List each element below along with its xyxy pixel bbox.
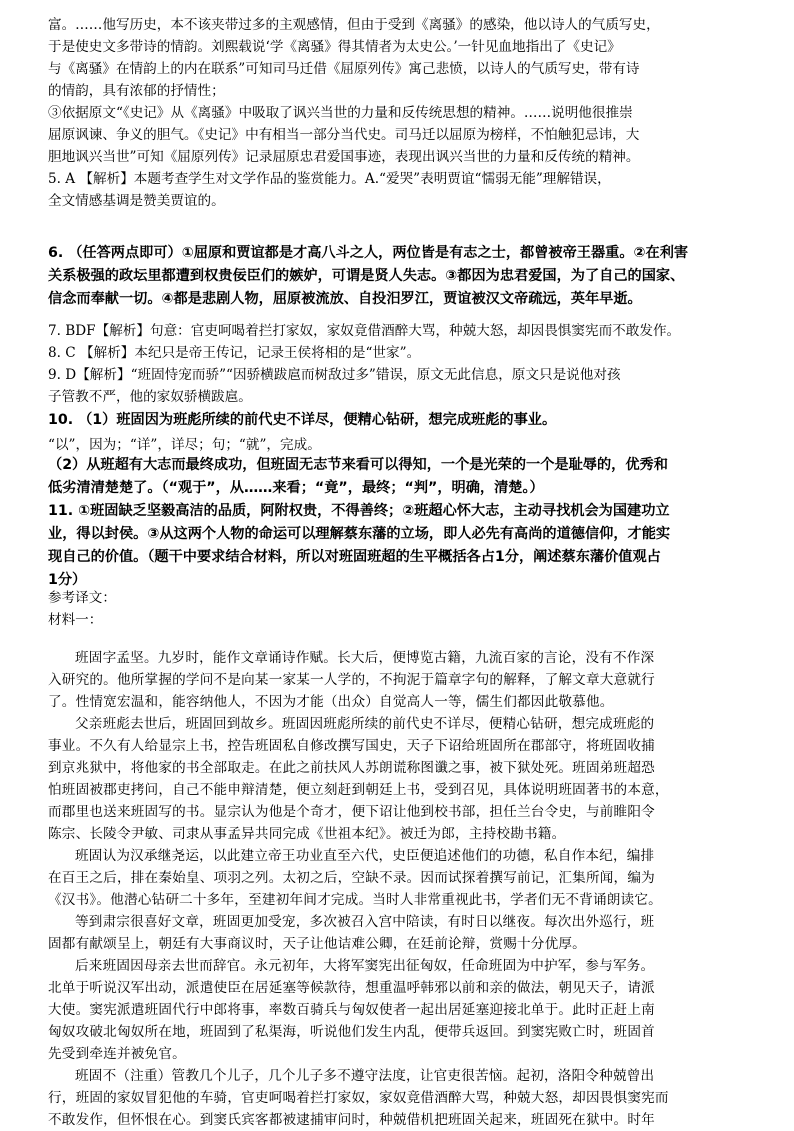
text-line: 父亲班彪去世后，班固回到故乡。班固因班彪所续的前代史不详尽，便精心钻研，想完成班彪的 bbox=[75, 716, 655, 732]
text-line: 固都有献颂呈上，朝廷有大事商议时，天子让他诘难公卿，在廷前论辩，赏赐十分优厚。 bbox=[48, 936, 586, 952]
text-line: 等到肃宗很喜好文章，班固更加受宠，多次被召入宫中陪读，有时日以继夜。每次出外巡行，班 bbox=[75, 914, 655, 930]
text-line: 而郡里也送来班固写的书。显宗认为他是个奇才，便下诏让他到校书部，担任兰台令史，与前睢阳令 bbox=[48, 804, 655, 820]
text-block bbox=[48, 242, 754, 311]
text-line: 于是使史文多带诗的情韵。刘熙载说‘学《离骚》得其情者为太史公。’一针见血地指出了《史记》 bbox=[48, 39, 621, 55]
text-line: 班固不（注重）管教几个儿子，几个儿子多不遵守法度，让官吏很苦恼。起初，洛阳令种兢曾出 bbox=[75, 1068, 655, 1084]
text-line: 信念而奉献一切。④都是悲剧人物，屈原被流放、自投汨罗江，贾谊被汉文帝疏远，英年早逝。 bbox=[48, 291, 642, 307]
text-block bbox=[48, 409, 754, 432]
text-line: “以”，因为；“详”，详尽；句；“就”，完成。 bbox=[48, 437, 321, 453]
text-block bbox=[48, 587, 754, 631]
text-block bbox=[48, 434, 754, 456]
text-line: 与《离骚》在情韵上的内在联系”可知司马迁借《屈原列传》寓己悲愤，以诗人的气质写史，带有诗 bbox=[48, 61, 640, 77]
text-line: 不敢发作，但怀恨在心。到窦氏宾客都被逮捕审问时，种兢借机把班固关起来，班固死在狱中。时年 bbox=[48, 1112, 655, 1128]
text-line: 在百王之后，排在秦始皇、项羽之列。太初之后，空缺不录。因而试探着撰写前记，汇集所闻，编为 bbox=[48, 870, 655, 886]
text-line: 关系极强的政坛里都遭到权贵佞臣们的嫉妒，可谓是贤人失志。③都因为忠君爱国，为了自己的国家、 bbox=[48, 268, 685, 284]
text-line: 行，班固的家奴冒犯他的车骑，官吏呵喝着拦打家奴，家奴竟借酒醉大骂，种兢大怒，却因畏惧窦宪而 bbox=[48, 1090, 669, 1106]
text-line: 班固字孟坚。九岁时，能作文章诵诗作赋。长大后，便博览古籍，九流百家的言论，没有不作深 bbox=[75, 650, 655, 666]
text-line: 匈奴攻破北匈奴所在地，班固到了私渠海，听说他们发生内乱，便带兵返回。到窦宪败亡时，班固首 bbox=[48, 1024, 655, 1040]
text-block bbox=[48, 320, 754, 408]
text-block bbox=[48, 454, 754, 592]
text-line: 班固认为汉承继尧运，以此建立帝王功业直至六代，史臣便追述他们的功德，私自作本纪，编排 bbox=[75, 848, 655, 864]
text-line: 《汉书》。他潜心钻研二十多年，至建初年间才完成。当时人非常重视此书，学者们无不背诵朗读它。 bbox=[48, 892, 662, 908]
text-line: 到京兆狱中，将他家的书全部取走。在此之前扶风人苏朗谎称图谶之事，被下狱处死。班固弟班超恐 bbox=[48, 760, 655, 776]
text-block bbox=[48, 647, 754, 1131]
text-line: 9. D【解析】“班固恃宠而骄”“因骄横跋扈而树敌过多”错误，原文无此信息，原文只是说他对孩 bbox=[48, 367, 621, 383]
text-line: 屈原讽谏、争义的胆气。《史记》中有相当一部分当代史。司马迁以屈原为榜样，不怕触犯忌讳，大 bbox=[48, 127, 640, 143]
text-line: 全文情感基调是赞美贾谊的。 bbox=[48, 193, 225, 209]
text-line: 了。性情宽宏温和，能容纳他人，不因为才能（出众）自觉高人一等，儒生们都因此敬慕他。 bbox=[48, 694, 614, 710]
text-line: 子管教不严，他的家奴骄横跋扈。 bbox=[48, 389, 252, 405]
text-line: 7. BDF【解析】句意：官吏呵喝着拦打家奴，家奴竟借酒醉大骂，种兢大怒，却因畏惧窦宪而不敢发作。 bbox=[48, 323, 681, 339]
text-line: 低劣清清楚楚了。（“观于”，从……来看；“竟”，最终；“判”，明确，清楚。） bbox=[48, 480, 544, 496]
text-line: ③依据原文“《史记》从《离骚》中吸取了讽兴当世的力量和反传统思想的精神。……说明他很推崇 bbox=[48, 105, 633, 121]
text-line: 富。……他写历史，本不该夹带过多的主观感情，但由于受到《离骚》的感染，他以诗人的气质写史， bbox=[48, 17, 660, 33]
text-line: 业，得以封侯。③从这两个人物的命运可以理解蔡东藩的立场，即人必先有高尚的道德信仰，才能实 bbox=[48, 526, 671, 542]
text-line: 的情韵，具有浓郁的抒情性； bbox=[48, 83, 225, 99]
text-line: 先受到牵连并被免官。 bbox=[48, 1046, 186, 1062]
text-line: 参考译文： bbox=[48, 590, 116, 606]
text-line: 8. C 【解析】本纪只是帝王传记，记录王侯将相的是“世家”。 bbox=[48, 345, 421, 361]
text-line: 现自己的价值。（题干中要求结合材料，所以对班固班超的生平概括各占1分，阐述蔡东藩价值观占 bbox=[48, 549, 661, 565]
text-line: 事业。不久有人给显宗上书，控告班固私自修改撰写国史，天子下诏给班固所在郡部守，将班固收捕 bbox=[48, 738, 655, 754]
text-line: 入研究的。他所掌握的学问不是向某一家某一人学的，不拘泥于篇章字句的解释，了解文章大意就行 bbox=[48, 672, 655, 688]
text-line: 11. ①班固缺乏坚毅高洁的品质，阿附权贵，不得善终；②班超心怀大志，主动寻找机会为国建功立 bbox=[48, 503, 670, 519]
text-line: 陈宗、长陵令尹敏、司隶从事孟异共同完成《世祖本纪》。被迁为郎，主持校勘书籍。 bbox=[48, 826, 566, 842]
text-line: 6. （任答两点即可）①屈原和贾谊都是才高八斗之人，两位皆是有志之士，都曾被帝王器重。②在利害 bbox=[48, 245, 689, 261]
text-line: 怕班固被郡吏拷问，自己不能申辩清楚，便立刻赶到朝廷上书，受到召见，具体说明班固著书的本意， bbox=[48, 782, 669, 798]
text-line: 后来班固因母亲去世而辞官。永元初年，大将军窦宪出征匈奴，任命班固为中护军，参与军务。 bbox=[75, 958, 655, 974]
text-line: 材料一： bbox=[48, 612, 103, 628]
text-block bbox=[48, 14, 754, 212]
text-line: 10. （1）班固因为班彪所续的前代史不详尽，便精心钻研，想完成班彪的事业。 bbox=[48, 412, 557, 428]
text-line: 1分） bbox=[48, 572, 87, 588]
text-line: 胆地讽兴当世”可知《屈原列传》记录屈原忠君爱国事迹，表现出讽兴当世的力量和反传统的精神。 bbox=[48, 149, 640, 165]
text-line: 大使。窦宪派遣班固代行中郎将事，率数百骑兵与匈奴使者一起出居延塞迎接北单于。此时正赶上南 bbox=[48, 1002, 655, 1018]
text-line: （2）从班超有大志而最终成功，但班固无志节来看可以得知，一个是光荣的一个是耻辱的，优秀和 bbox=[48, 457, 668, 473]
text-line: 北单于听说汉军出动，派遣使臣在居延塞等候款待，想重温呼韩邪以前和亲的做法，朝见天子，请派 bbox=[48, 980, 655, 996]
text-line: 5. A 【解析】本题考查学生对文学作品的鉴赏能力。A.“爱哭”表明贾谊“懦弱无能”理解错误， bbox=[48, 171, 611, 187]
